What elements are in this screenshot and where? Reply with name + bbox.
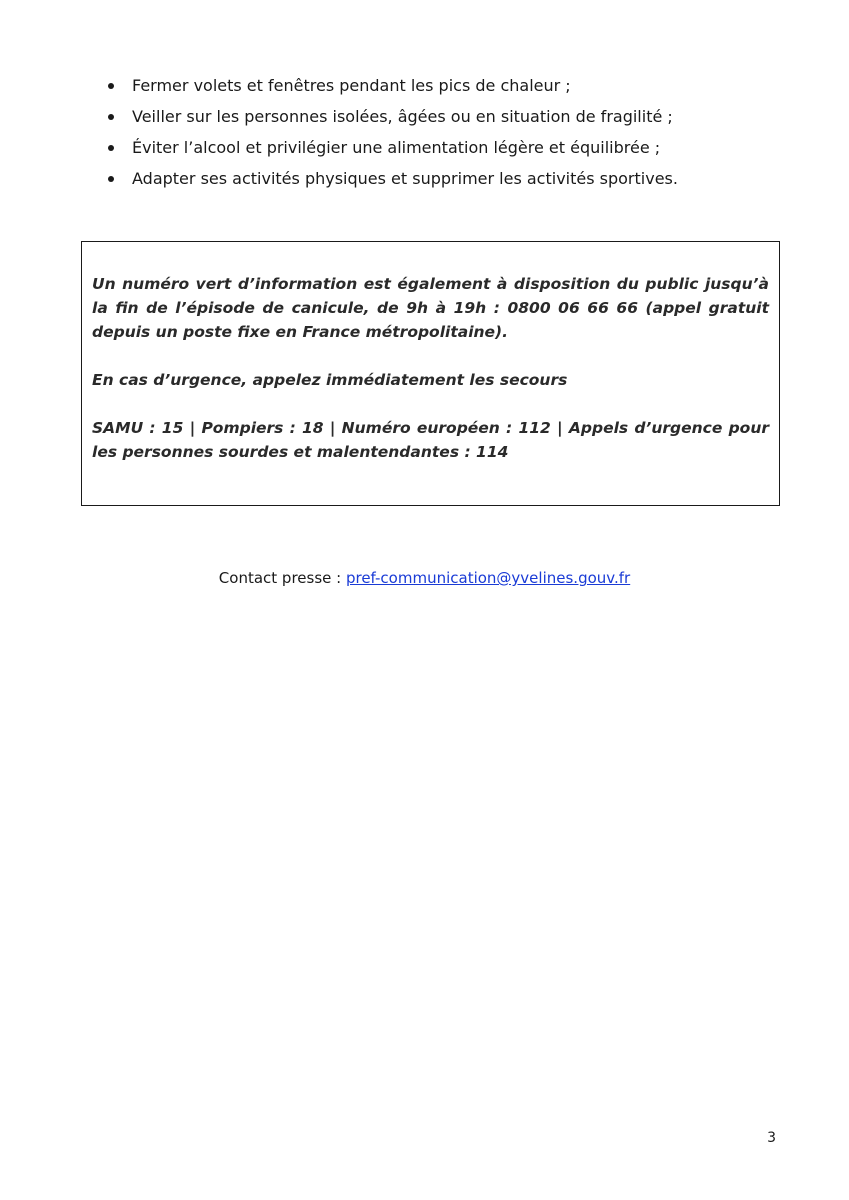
page-number: 3 bbox=[767, 1130, 776, 1146]
advice-list bbox=[104, 70, 784, 194]
list-item bbox=[104, 132, 784, 163]
bullet-icon bbox=[108, 145, 114, 151]
numero-vert-text: Un numéro vert d’information est également à disposition du public jusqu’à la fin de l’épisode de canicule, de 9h à 19h : 0800 06 66 66 (appel gratuit depuis un poste fixe en France métropolitaine). bbox=[92, 275, 769, 341]
emergency-info-box bbox=[81, 241, 780, 506]
advice-text: Fermer volets et fenêtres pendant les pics de chaleur ; bbox=[132, 76, 571, 95]
urgence-text: En cas d’urgence, appelez immédiatement les secours bbox=[92, 371, 568, 389]
bullet-icon bbox=[108, 176, 114, 182]
contact-label: Contact presse : bbox=[218, 569, 346, 587]
advice-text: Adapter ses activités physiques et supprimer les activités sportives. bbox=[132, 169, 678, 188]
bullet-icon bbox=[108, 83, 114, 89]
list-item bbox=[104, 70, 784, 101]
contact-email-link[interactable]: pref-communication@yvelines.gouv.fr bbox=[345, 569, 631, 587]
advice-text: Veiller sur les personnes isolées, âgées ou en situation de fragilité ; bbox=[132, 107, 673, 126]
list-item bbox=[104, 163, 784, 194]
press-contact bbox=[0, 566, 849, 590]
advice-text: Éviter l’alcool et privilégier une alimentation légère et équilibrée ; bbox=[132, 138, 661, 157]
bullet-icon bbox=[108, 114, 114, 120]
list-item bbox=[104, 101, 784, 132]
emergency-numbers-text: SAMU : 15 | Pompiers : 18 | Numéro européen : 112 | Appels d’urgence pour les personnes sourdes et malentendantes : 114 bbox=[92, 419, 769, 461]
